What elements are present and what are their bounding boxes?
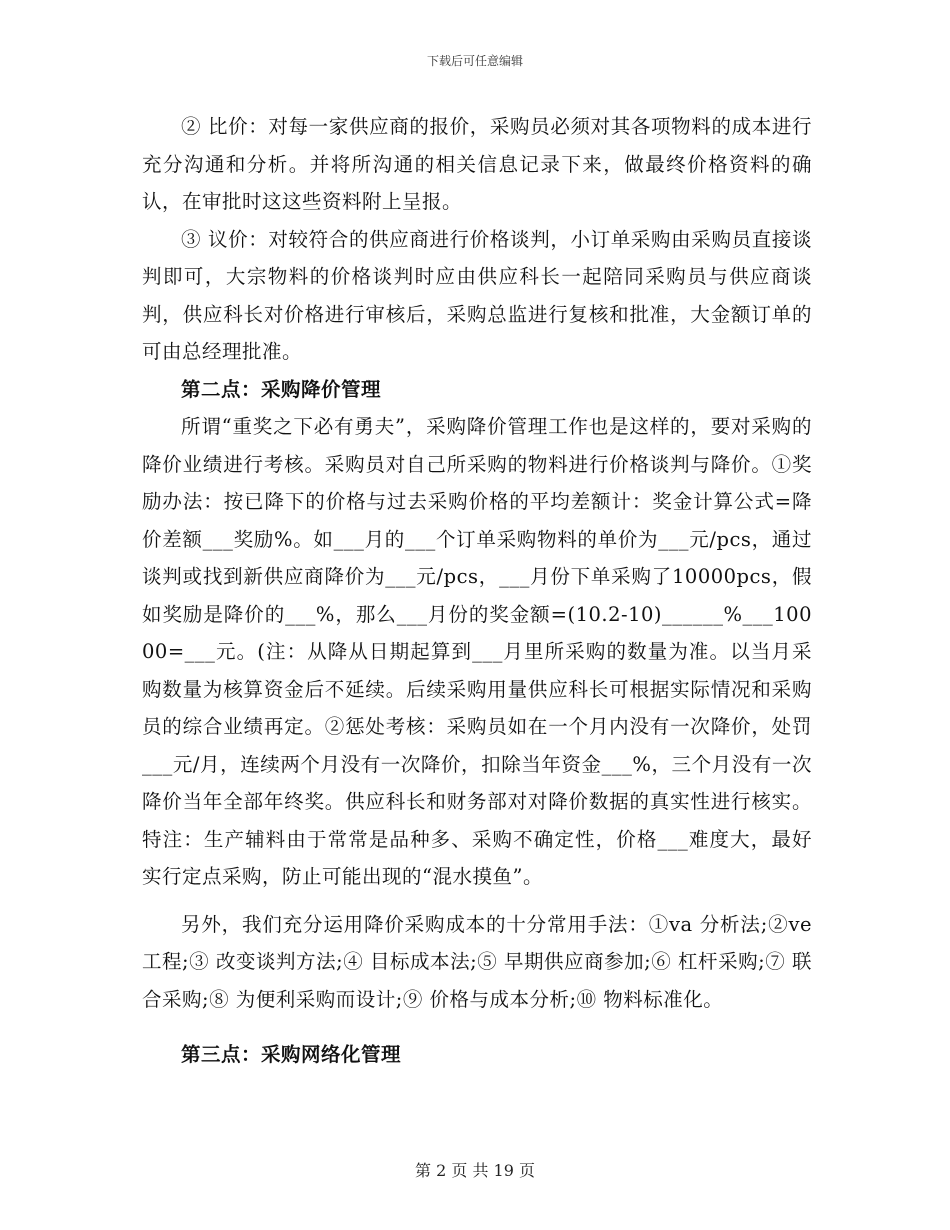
page-footer: 第 2 页 共 19 页 [415,1161,535,1180]
paragraph-price-reduction-management: 所谓“重奖之下必有勇夫”，采购降价管理工作也是这样的，要对采购的降价业绩进行考核。采购员对自己所采购的物料进行价格谈判与降价。①奖励办法：按已降下的价格与过去采购价格的平均差额计：奖金计算公式=降价差额___奖励%。如___月的___个订单采购物料的单价为___元/pcs，通过谈判或找到新供应商降价为___元/pcs，___月份下单采购了10000pcs，假如奖励是降价的___%，那么___月份的奖金额=(10.2-10)______%___10000=___元。(注：从降从日期起算到___月里所采购的数量为准。以当月采购数量为核算资金后不延续。后续采购用量供应科长可根据实际情况和采购员的综合业绩再定。②惩处考核：采购员如在一个月内没有一次降价，处罚___元/月，连续两个月没有一次降价，扣除当年资金___%，三个月没有一次降价当年全部年终奖。供应科长和财务部对对降价数据的真实性进行核实。特注：生产辅料由于常常是品种多、采购不确定性，价格___难度大，最好实行定点采购，防止可能出现的“混水摸鱼”。 [142,415,812,888]
paragraph-price-negotiation: ③ 议价：对较符合的供应商进行价格谈判，小订单采购由采购员直接谈判即可，大宗物料的价格谈判时应由供应科长一起陪同采购员与供应商谈判，供应科长对价格进行审核后，采购总监进行复核和批准，大金额订单的可由总经理批准。 [142,227,812,363]
paragraph-price-comparison: ② 比价：对每一家供应商的报价，采购员必须对其各项物料的成本进行充分沟通和分析。并将所沟通的相关信息记录下来，做最终价格资料的确认，在审批时这这些资料附上呈报。 [142,115,812,213]
section-heading-network-management: 第三点：采购网络化管理 [181,1043,402,1066]
page-header: 下载后可任意编辑 [426,54,523,68]
paragraph-cost-reduction-methods: 另外，我们充分运用降价采购成本的十分常用手法：①va 分析法;②ve 工程;③ 改变谈判方法;④ 目标成本法;⑤ 早期供应商参加;⑥ 杠杆采购;⑦ 联合采购;⑧ 为便利采购而设计;⑨ 价格与成本分析;⑩ 物料标准化。 [142,912,812,1011]
document-body [142,108,812,1074]
section-heading-price-reduction: 第二点：采购降价管理 [181,377,382,401]
